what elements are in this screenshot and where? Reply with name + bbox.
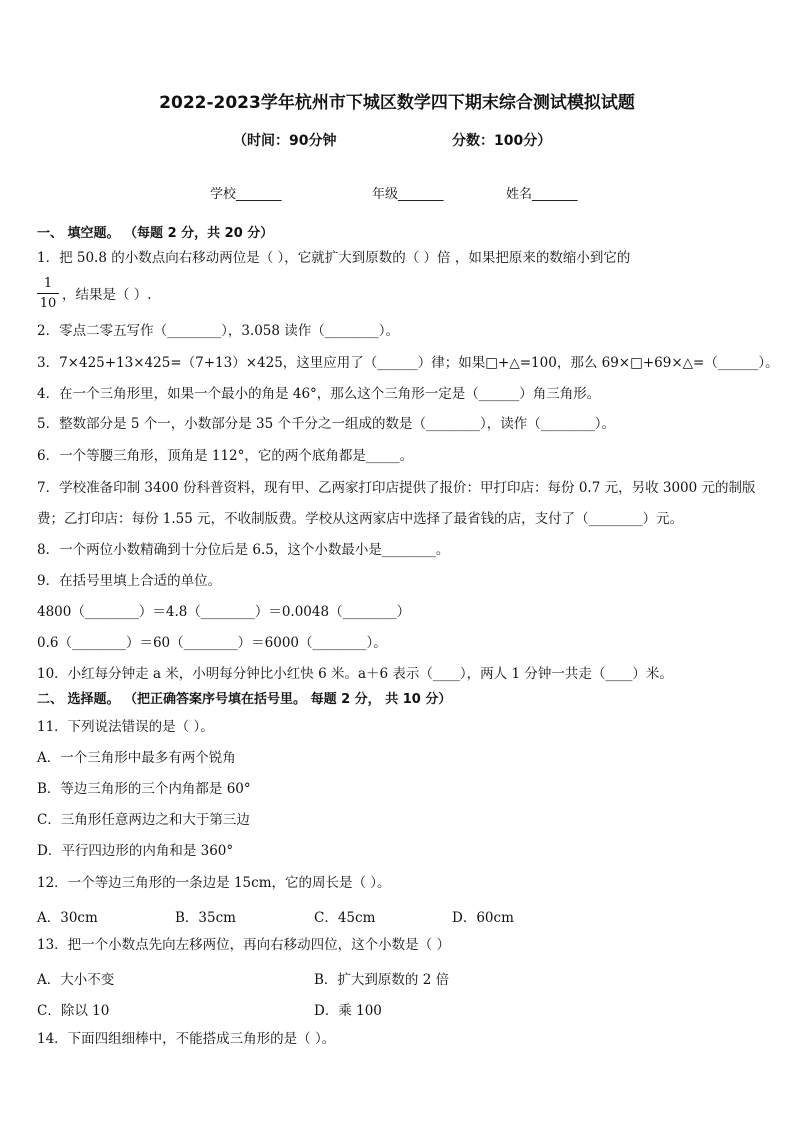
exam-time: （时间：90分钟 [233, 133, 337, 149]
question-7: 7．学校准备印制 3400 份科普资料，现有甲、乙两家打印店提供了报价：甲打印店：每份 0.7 元，另收 3000 元的制版 [37, 480, 756, 496]
grade-field: 年级_______ [372, 187, 444, 202]
question-9-row-1: 4800（________）＝4.8（________）＝0.0048（________） [37, 604, 411, 620]
fraction-numerator: 1 [43, 276, 53, 291]
name-field: 姓名_______ [506, 187, 578, 202]
question-3: 3．7×425+13×425=（7+13）×425，这里应用了（______）律；如果□+△=100，那么 69×□+69×△=（______）。 [37, 355, 779, 371]
option-item: A．大小不变 [37, 972, 115, 988]
option-item: A．一个三角形中最多有两个锐角 [37, 750, 236, 766]
question-9-row-2: 0.6（________）＝60（________）＝6000（________）。 [37, 635, 387, 651]
fraction-denominator: 10 [39, 296, 57, 311]
question-1-continued: ，结果是（ ）. [62, 287, 152, 303]
question-4: 4．在一个三角形里，如果一个最小的角是 46°，那么这个三角形一定是（______）角三角形。 [37, 386, 601, 402]
question-13: 13．把一个小数点先向左移两位，再向右移动四位，这个小数是（ ） [37, 937, 450, 953]
option-item: D．乘 100 [314, 1003, 382, 1019]
option-item: A．30cm [37, 910, 98, 926]
question-2: 2．零点二零五写作（________），3.058 读作（________）。 [37, 323, 400, 339]
option-item: D．60cm [452, 910, 514, 926]
question-6: 6．一个等腰三角形，顶角是 112°，它的两个底角都是_____。 [37, 448, 414, 464]
question-8: 8．一个两位小数精确到十分位后是 6.5，这个小数最小是________。 [37, 542, 450, 558]
question-9: 9．在括号里填上合适的单位。 [37, 573, 222, 589]
option-item: B．扩大到原数的 2 倍 [314, 972, 450, 988]
section-heading-fill-blank: 一、 填空题。 （每题 2 分，共 20 分） [37, 226, 274, 241]
question-1: 1．把 50.8 的小数点向右移动两位是（ ），它就扩大到原数的（ ）倍 ，如果把原来的数缩小到它的 [37, 250, 631, 266]
option-item: B．等边三角形的三个内角都是 60° [37, 781, 251, 797]
question-5: 5．整数部分是 5 个一，小数部分是 35 个千分之一组成的数是（________），读作（________）。 [37, 416, 616, 432]
question-10: 10．小红每分钟走 a 米，小明每分钟比小红快 6 米。a＋6 表示（____），两人 1 分钟一共走（____）米。 [37, 666, 673, 682]
exam-score: 分数：100分） [452, 133, 552, 149]
fraction-bar [37, 293, 59, 294]
option-item: B．35cm [175, 910, 236, 926]
question-11: 11．下列说法错误的是（ ）。 [37, 719, 214, 735]
option-item: C．除以 10 [37, 1003, 110, 1019]
section-heading-choice: 二、 选择题。 （把正确答案序号填在括号里。 每题 2 分， 共 10 分） [37, 692, 452, 707]
option-item: C．三角形任意两边之和大于第三边 [37, 812, 250, 828]
option-item: D．平行四边形的内角和是 360° [37, 843, 234, 859]
page-title: 2022-2023学年杭州市下城区数学四下期末综合测试模拟试题 [159, 93, 635, 113]
question-7-continued: 费；乙打印店：每份 1.55 元，不收制版费。学校从这两家店中选择了最省钱的店，支付了（________）元。 [37, 511, 684, 527]
fraction-one-tenth [37, 276, 59, 311]
option-item: C．45cm [314, 910, 376, 926]
school-field: 学校_______ [210, 187, 282, 202]
question-14: 14．下面四组细棒中，不能搭成三角形的是（ ）。 [37, 1031, 336, 1047]
question-12: 12．一个等边三角形的一条边是 15cm，它的周长是（ ）。 [37, 875, 391, 891]
